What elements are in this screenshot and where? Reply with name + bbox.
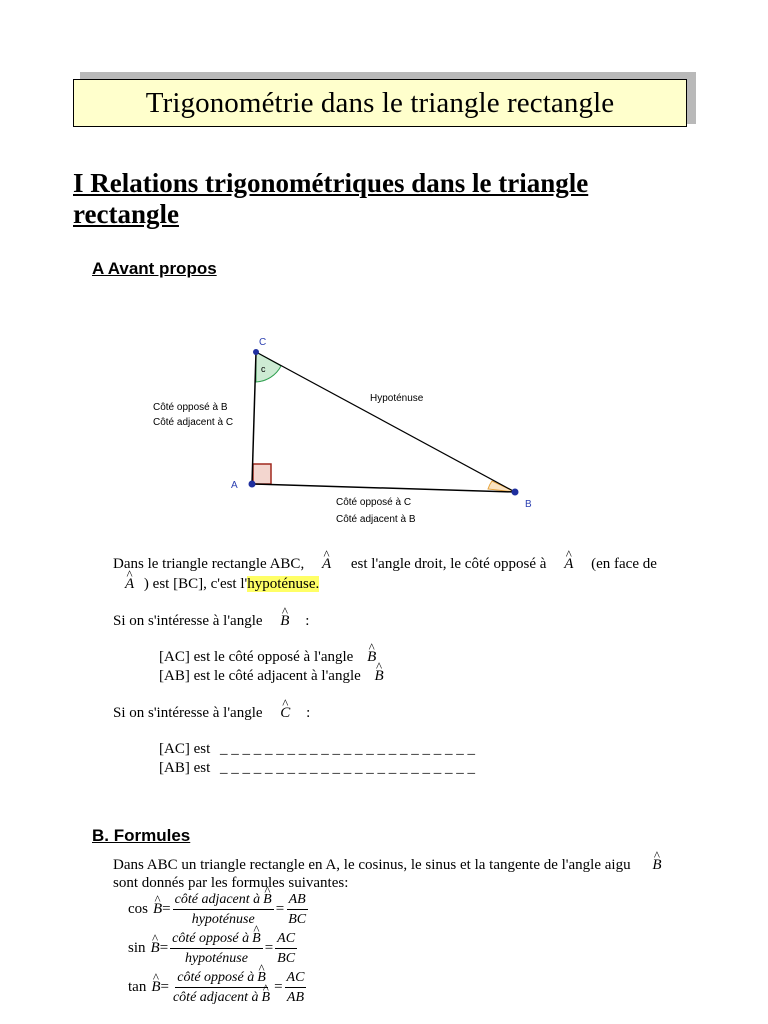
fraction-words xyxy=(170,929,263,968)
intro-text: Dans ABC un triangle rectangle en A, le cosinus, le sinus et la tangente de l'angle aigu xyxy=(113,857,631,873)
angle-b-symbol: ^ B xyxy=(367,648,376,666)
triangle-figure xyxy=(140,330,560,530)
vertex-a-label: A xyxy=(231,480,238,491)
equals-sign: = xyxy=(274,979,283,995)
intro-text: Si on s'intéresse à l'angle xyxy=(113,705,263,721)
numerator-text: côté adjacent à xyxy=(174,892,261,907)
denominator-text: hypoténuse xyxy=(191,912,255,927)
denominator-letters: AB xyxy=(286,990,305,1005)
line-text: [AC] est le côté opposé à l'angle xyxy=(159,649,354,665)
numerator-letters: AC xyxy=(285,968,307,988)
angle-a-symbol: ^ A xyxy=(125,575,134,593)
denominator-letters: BC xyxy=(277,951,296,966)
side-ab-label-1: Côté opposé à C xyxy=(336,497,412,508)
fraction-letters xyxy=(285,968,307,1007)
angle-c-marker xyxy=(256,352,281,382)
para-text: Dans le triangle rectangle ABC, xyxy=(113,556,305,572)
formulas-intro-line-1 xyxy=(113,856,662,874)
function-name: sin xyxy=(128,940,146,956)
right-angle-marker xyxy=(253,464,271,484)
angle-b-symbol: ^ B xyxy=(257,968,266,987)
side-bc xyxy=(256,352,515,492)
angle-c-line-2 xyxy=(159,759,475,777)
formula-cos xyxy=(128,890,310,929)
equals-sign: = xyxy=(159,940,169,956)
angle-b-symbol: ^ B xyxy=(263,890,272,909)
angle-b-symbol: ^ B xyxy=(652,856,661,874)
equals-sign: = xyxy=(162,901,171,917)
angle-a-symbol: ^ A xyxy=(322,555,331,573)
angle-c-intro xyxy=(113,704,310,722)
para-text: est l'angle droit, le côté opposé à xyxy=(350,556,547,572)
section-heading xyxy=(73,168,673,230)
angle-c-symbol: ^ C xyxy=(280,704,290,722)
angle-b-symbol: ^ B xyxy=(151,979,160,996)
equals-sign: = xyxy=(160,979,169,995)
angle-c-line-1 xyxy=(159,740,475,758)
section-heading-text: I Relations trigonométriques dans le triangle rectangle xyxy=(73,168,589,229)
angle-b-symbol: ^ B xyxy=(280,612,289,630)
point-b xyxy=(512,489,519,496)
side-ac-label-1: Côté opposé à B xyxy=(153,402,228,413)
fraction-words xyxy=(171,968,272,1007)
side-ac-label-2: Côté adjacent à C xyxy=(153,417,234,428)
side-ab xyxy=(252,484,515,492)
vertex-c-label: C xyxy=(259,337,267,348)
colon: : xyxy=(306,705,311,721)
side-ab-label-2: Côté adjacent à B xyxy=(336,514,416,525)
numerator-letters: AC xyxy=(275,929,297,949)
denominator-text: côté adjacent à xyxy=(172,990,259,1005)
angle-b-line-1 xyxy=(159,648,376,666)
function-name: tan xyxy=(128,979,147,995)
line-text: [AB] est le côté adjacent à l'angle xyxy=(159,668,361,684)
point-c xyxy=(253,349,259,355)
para-text: (en face de xyxy=(591,556,657,572)
denominator-letters: BC xyxy=(288,912,307,927)
denominator-text: hypoténuse xyxy=(184,951,248,966)
line-text: [AC] est xyxy=(159,741,211,757)
formulas-intro-line-2: sont donnés par les formules suivantes: xyxy=(113,875,349,891)
subsection-a-heading: A Avant propos xyxy=(92,259,217,278)
numerator-text: côté opposé à xyxy=(177,970,255,985)
hypotenuse-label: Hypoténuse xyxy=(370,393,424,404)
fill-in-blank[interactable]: _ _ _ _ _ _ _ _ _ _ _ _ _ _ _ _ _ _ _ _ _ _ _ xyxy=(220,741,475,757)
intro-text: Si on s'intéresse à l'angle xyxy=(113,613,263,629)
angle-b-symbol: ^ B xyxy=(262,988,271,1007)
angle-b-line-2 xyxy=(159,667,384,685)
fraction-letters xyxy=(286,890,308,929)
vertex-b-label: B xyxy=(525,499,532,510)
equals-sign: = xyxy=(275,901,285,917)
numerator-text: côté opposé à xyxy=(172,931,250,946)
subsection-b-heading: B. Formules xyxy=(92,826,191,845)
angle-a-symbol: ^ A xyxy=(564,555,573,573)
equals-sign: = xyxy=(264,940,274,956)
angle-b-symbol: ^ B xyxy=(375,667,384,685)
paragraph-1-line-1 xyxy=(113,555,657,573)
title-box xyxy=(73,79,687,127)
angle-b-symbol: ^ B xyxy=(151,940,160,957)
numerator-letters: AB xyxy=(287,890,308,910)
hypotenuse-highlight: hypoténuse. xyxy=(247,576,320,592)
fraction-letters xyxy=(275,929,297,968)
angle-b-symbol: ^ B xyxy=(153,901,162,918)
angle-c-label: c xyxy=(261,364,266,374)
angle-b-symbol: ^ B xyxy=(252,929,261,948)
line-text: [AB] est xyxy=(159,760,211,776)
angle-b-intro xyxy=(113,612,309,630)
colon: : xyxy=(305,613,310,629)
point-a xyxy=(249,481,256,488)
formula-sin xyxy=(128,929,299,968)
page-title: Trigonométrie dans le triangle rectangle xyxy=(145,86,615,119)
function-name: cos xyxy=(128,901,148,917)
fill-in-blank[interactable]: _ _ _ _ _ _ _ _ _ _ _ _ _ _ _ _ _ _ _ _ _ _ _ xyxy=(220,760,475,776)
para-text: ) est [BC], c'est l' xyxy=(143,576,248,592)
paragraph-1-line-2 xyxy=(125,575,319,593)
formula-tan xyxy=(128,968,308,1007)
